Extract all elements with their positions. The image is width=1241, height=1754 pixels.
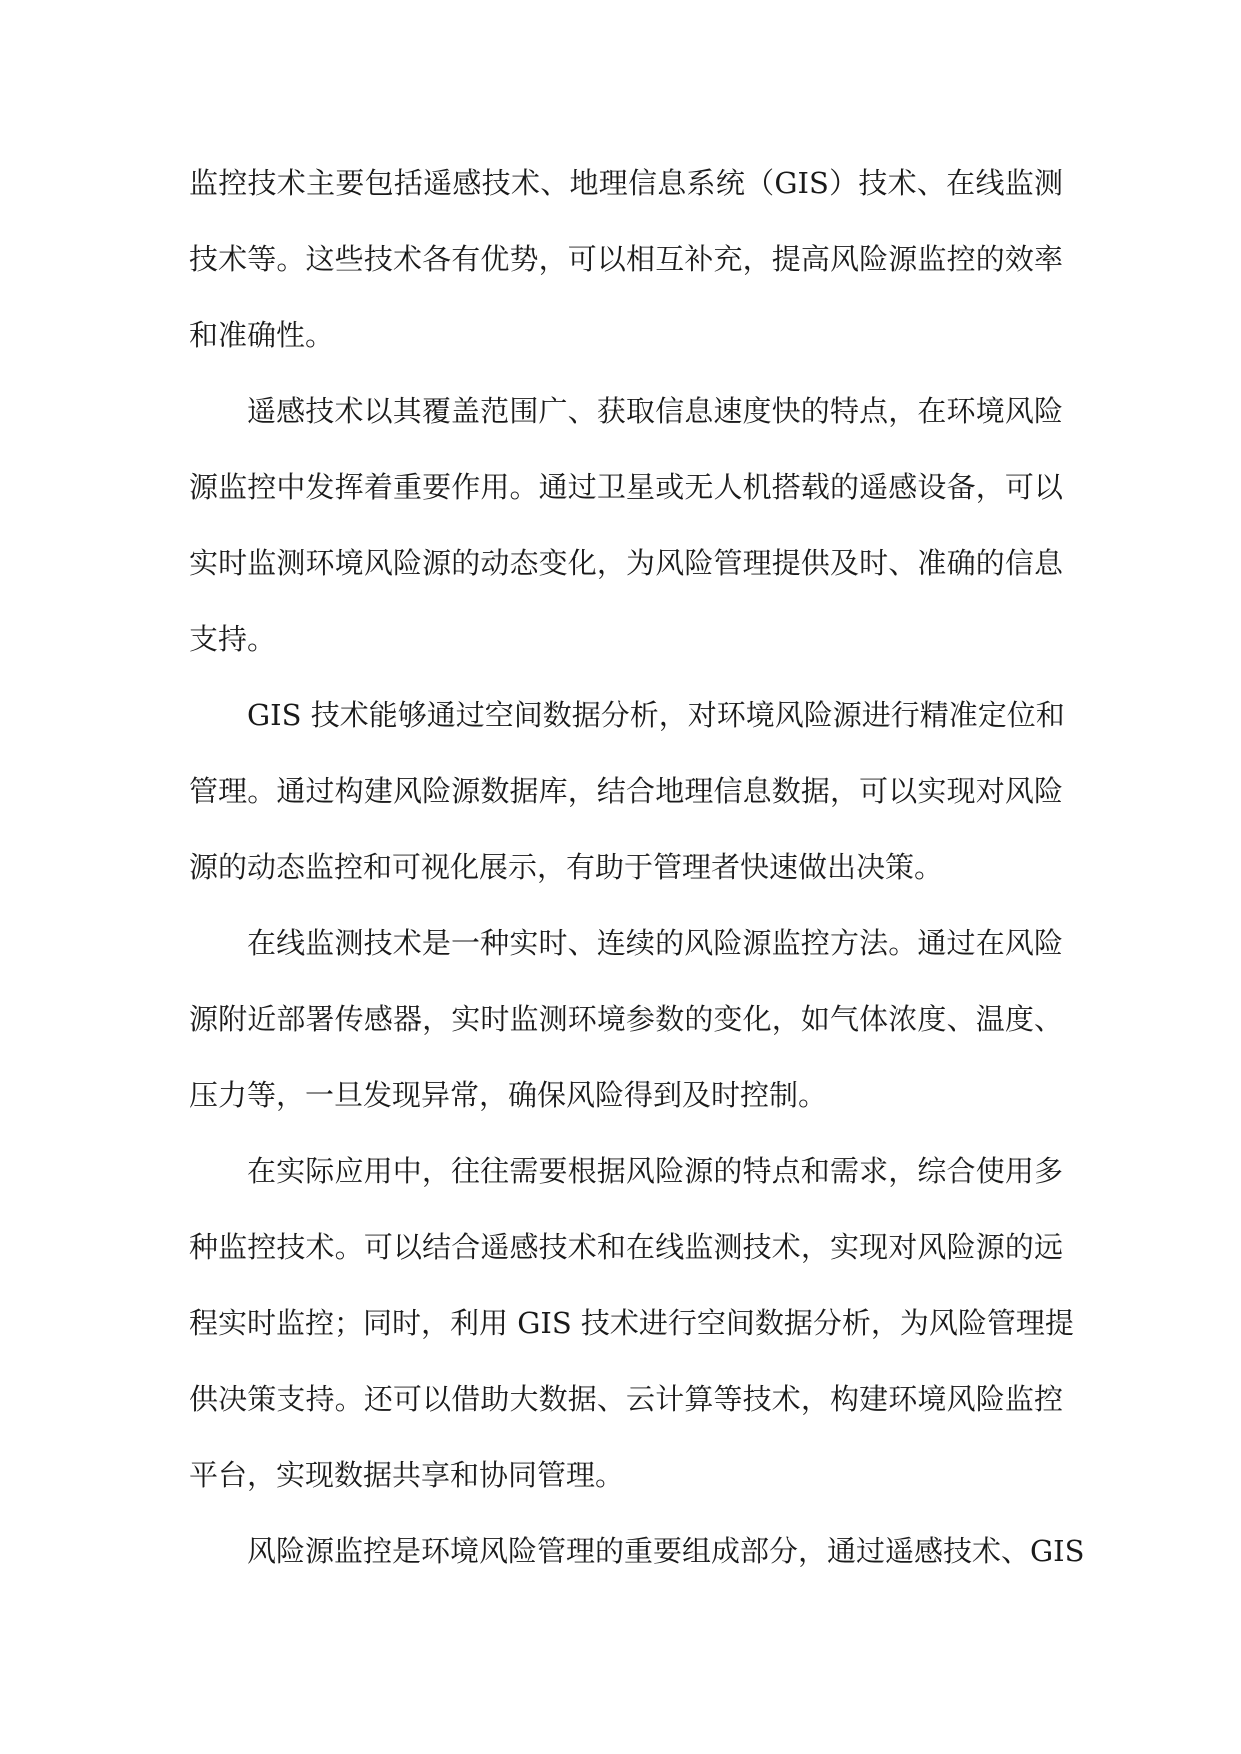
text-line: GIS 技术能够通过空间数据分析，对环境风险源进行精准定位和 <box>247 698 1065 732</box>
text-line: 源的动态监控和可视化展示，有助于管理者快速做出决策。 <box>189 850 944 884</box>
text-line: 遥感技术以其覆盖范围广、获取信息速度快的特点，在环境风险 <box>247 394 1063 428</box>
text-line: 供决策支持。还可以借助大数据、云计算等技术，构建环境风险监控 <box>189 1382 1063 1416</box>
text-line: 压力等，一旦发现异常，确保风险得到及时控制。 <box>189 1078 828 1112</box>
document-body <box>189 145 1085 1589</box>
text-line: 实时监测环境风险源的动态变化，为风险管理提供及时、准确的信息 <box>189 546 1063 580</box>
text-line: 程实时监控；同时，利用 GIS 技术进行空间数据分析，为风险管理提 <box>189 1306 1074 1340</box>
text-line: 风险源监控是环境风险管理的重要组成部分，通过遥感技术、GIS <box>247 1534 1085 1568</box>
text-line: 在线监测技术是一种实时、连续的风险源监控方法。通过在风险 <box>247 926 1063 960</box>
text-line: 种监控技术。可以结合遥感技术和在线监测技术，实现对风险源的远 <box>189 1230 1063 1264</box>
text-line: 管理。通过构建风险源数据库，结合地理信息数据，可以实现对风险 <box>189 774 1063 808</box>
text-line: 支持。 <box>189 622 277 656</box>
text-line: 平台，实现数据共享和协同管理。 <box>189 1458 625 1492</box>
text-line: 源附近部署传感器，实时监测环境参数的变化，如气体浓度、温度、 <box>189 1002 1063 1036</box>
text-line: 源监控中发挥着重要作用。通过卫星或无人机搭载的遥感设备，可以 <box>189 470 1063 504</box>
text-line: 和准确性。 <box>189 318 335 352</box>
text-line: 在实际应用中，往往需要根据风险源的特点和需求，综合使用多 <box>247 1154 1063 1188</box>
text-line: 技术等。这些技术各有优势，可以相互补充，提高风险源监控的效率 <box>189 242 1063 276</box>
text-line: 监控技术主要包括遥感技术、地理信息系统（GIS）技术、在线监测 <box>189 166 1063 200</box>
